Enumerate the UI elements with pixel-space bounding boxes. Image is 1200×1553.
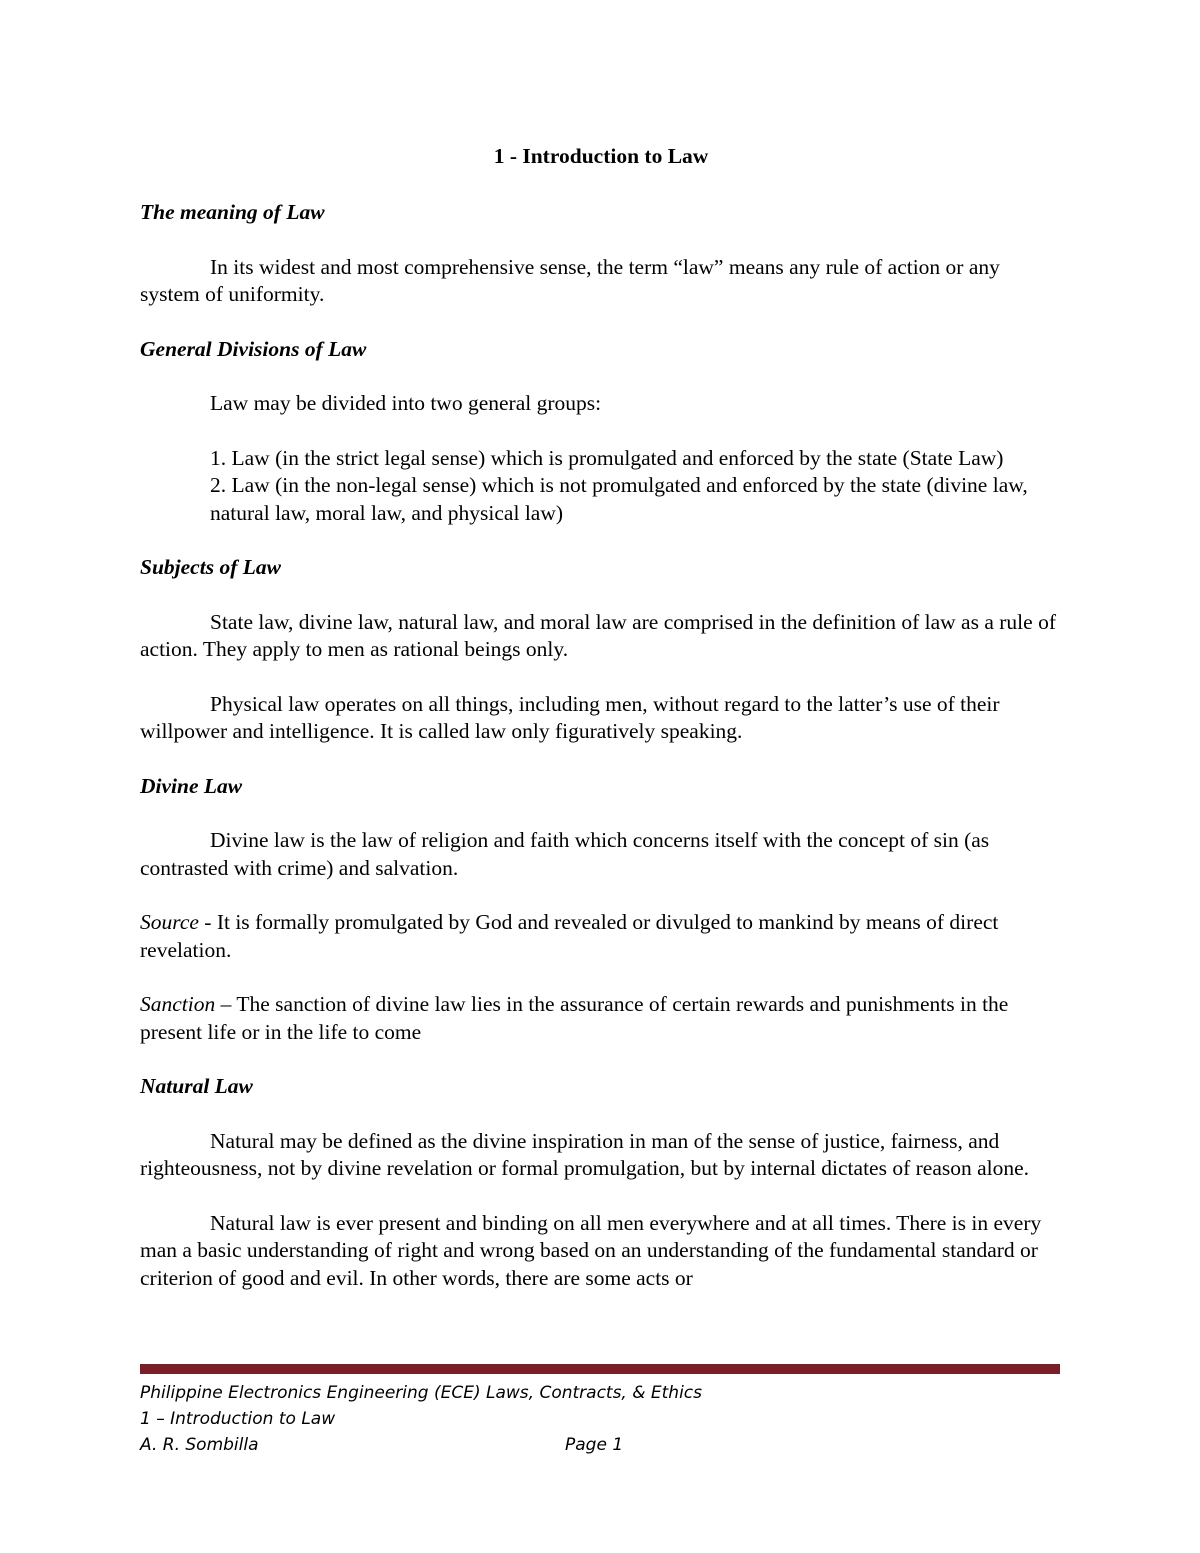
paragraph: Physical law operates on all things, including men, without regard to the latter’s use of their willpower and intelligence. It is called law only figuratively speaking. [140,691,1000,743]
footer-page-number: Page 1 [565,1435,624,1455]
section-heading: Natural Law [140,1074,253,1098]
source-label: Source [140,910,199,934]
section-heading: General Divisions of Law [140,336,367,361]
sanction-text: – The sanction of divine law lies in the assurance of certain rewards and punishments in the present life or in the life to come [140,992,1009,1044]
section-heading: Subjects of Law [140,555,281,579]
footer-chapter: 1 – Introduction to Law [140,1409,336,1429]
section-heading: The meaning of Law [140,200,325,224]
document-body [140,140,1062,1319]
section-heading: Divine Law [140,773,243,798]
footer-course: Philippine Electronics Engineering (ECE) Laws, Contracts, & Ethics [140,1383,703,1403]
paragraph: State law, divine law, natural law, and moral law are comprised in the definition of law as a rule of action. They apply to men as rational beings only. [140,609,1056,661]
source-paragraph [140,909,1062,964]
sanction-paragraph [140,991,1062,1046]
list-item: 1. Law (in the strict legal sense) which is promulgated and enforced by the state (State Law) [210,445,1004,470]
section-meaning-of-law [140,199,1062,309]
paragraph: Natural law is ever present and binding on all men everywhere and at all times. There is in every man a basic understanding of right and wrong based on an understanding of the fundamental standard or criterion of good and evil. In other words, there are some acts or [140,1210,1042,1290]
footer-author-line [140,1432,1060,1458]
paragraph: Law may be divided into two general groups: [210,391,602,415]
paragraph: Natural may be defined as the divine inspiration in man of the sense of justice, fairness, and righteousness, not by divine revelation or formal promulgation, but by internal dictates of reason alone. [140,1128,1030,1180]
section-general-divisions [140,336,1062,528]
source-text: - It is formally promulgated by God and revealed or divulged to mankind by means of direct revelation. [140,910,999,962]
section-divine-law [140,773,1062,1047]
footer-rule [140,1364,1060,1374]
paragraph: In its widest and most comprehensive sense, the term “law” means any rule of action or any system of uniformity. [140,254,1000,306]
paragraph: Divine law is the law of religion and faith which concerns itself with the concept of sin (as contrasted with crime) and salvation. [140,828,990,880]
section-natural-law [140,1073,1062,1292]
page-footer [140,1380,1060,1458]
divisions-list [210,445,1062,528]
footer-author: A. R. Sombilla [140,1435,259,1455]
section-subjects-of-law [140,554,1062,746]
list-item: 2. Law (in the non-legal sense) which is not promulgated and enforced by the state (divine law, natural law, moral law, and physical law) [210,473,1028,525]
sanction-label: Sanction [140,992,216,1016]
document-title: 1 - Introduction to Law [493,144,709,168]
